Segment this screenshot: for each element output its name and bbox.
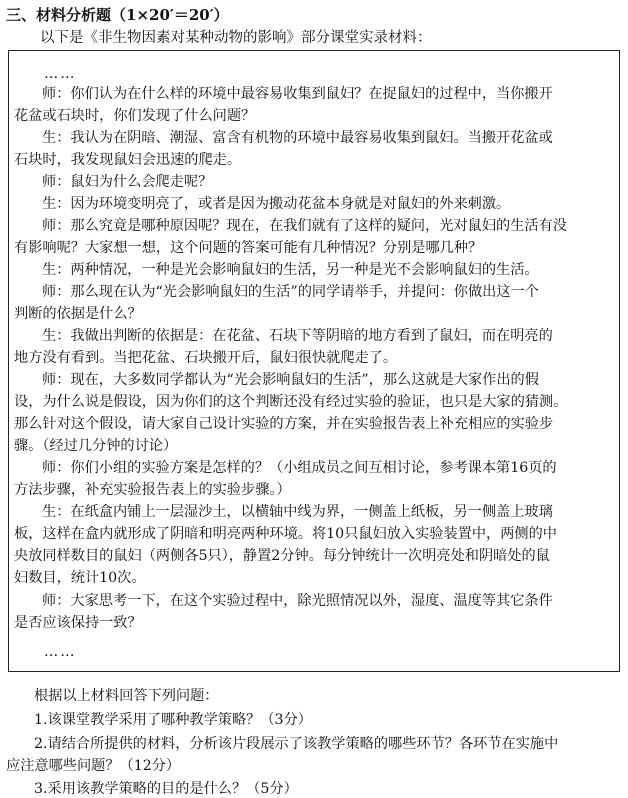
transcript-line: 师：你们认为在什么样的环境中最容易收集到鼠妇？在捉鼠妇的过程中，当你搬开	[42, 86, 553, 102]
intro-text: 以下是《非生物因素对某种动物的影响》部分课堂实录材料：	[40, 30, 432, 46]
transcript-line: 师：现在，大多数同学都认为“光会影响鼠妇的生活”，那么这就是大家作出的假	[42, 372, 539, 388]
transcript-line: 生：在纸盒内铺上一层湿沙土，以横轴中线为界，一侧盖上纸板，另一侧盖上玻璃	[42, 504, 553, 520]
transcript-line: 地方没有看到。当把花盆、石块搬开后，鼠妇很快就爬走了。	[14, 350, 398, 366]
transcript-line: 师：那么现在认为“光会影响鼠妇的生活”的同学请举手，并提问：你做出这一个	[42, 284, 539, 300]
transcript-line: 判断的依据是什么？	[14, 306, 142, 322]
question-item: 1.该课堂教学采用了哪种教学策略？（3分）	[34, 712, 312, 728]
question-item: 应注意哪些问题？（12分）	[6, 758, 181, 774]
questions-intro: 根据以上材料回答下列问题：	[34, 688, 219, 704]
question-item: 2.请结合所提供的材料，分析该片段展示了该教学策略的哪些环节？各环节在实施中	[34, 736, 559, 752]
transcript-line: 师：你们小组的实验方案是怎样的？（小组成员之间互相讨论，参考课本第16页的	[42, 460, 557, 476]
transcript-line: 师：那么究竟是哪种原因呢？现在，在我们就有了这样的疑问，光对鼠妇的生活有没	[42, 218, 567, 234]
transcript-line: 师：鼠妇为什么会爬走呢？	[42, 174, 213, 190]
transcript-line: 妇数目，统计10次。	[14, 570, 146, 586]
transcript-line: 石块时，我发现鼠妇会迅速的爬走。	[14, 152, 242, 168]
transcript-line: 设，为什么说是假设，因为你们的这个判断还没有经过实验的验证，也只是大家的猜测。	[14, 394, 568, 410]
transcript-line: 生：我做出判断的依据是：在花盆、石块下等阴暗的地方看到了鼠妇，而在明亮的	[42, 328, 553, 344]
transcript-line: 那么针对这个假设，请大家自己设计实验的方案，并在实验报告表上补充相应的实验步	[14, 416, 554, 432]
transcript-line: ……	[44, 66, 77, 82]
transcript-line: 生：两种情况，一种是光会影响鼠妇的生活，另一种是光不会影响鼠妇的生活。	[42, 262, 539, 278]
transcript-line: 生：因为环境变明亮了，或者是因为搬动花盆本身就是对鼠妇的外来刺激。	[42, 196, 511, 212]
transcript-line: 方法步骤，补充实验报告表上的实验步骤。）	[14, 482, 291, 498]
transcript-line: 央放同样数目的鼠妇（两侧各5只），静置2分钟。每分钟统计一次明亮处和阴暗处的鼠	[14, 548, 550, 564]
transcript-line: 骤。（经过几分钟的讨论）	[14, 438, 178, 454]
transcript-line: 板，这样在盒内就形成了阴暗和明亮两种环境。将10只鼠妇放入实验装置中，两侧的中	[14, 526, 557, 542]
transcript-line: ……	[44, 644, 77, 660]
transcript-line: 花盆或石块时，你们发现了什么问题？	[14, 108, 256, 124]
question-item: 3.采用该教学策略的目的是什么？（5分）	[34, 781, 298, 797]
transcript-line: 师：大家思考一下，在这个实验过程中，除光照情况以外，湿度、温度等其它条件	[42, 593, 553, 609]
transcript-line: 生：我认为在阴暗、潮湿、富含有机物的环境中最容易收集到鼠妇。当搬开花盆或	[42, 130, 553, 146]
transcript-line: 有影响呢？大家想一想，这个问题的答案可能有几种情况？分别是哪几种？	[14, 240, 483, 256]
transcript-line: 是否应该保持一致？	[14, 615, 142, 631]
section-heading: 三、材料分析题（1×20′＝20′）	[6, 6, 229, 24]
